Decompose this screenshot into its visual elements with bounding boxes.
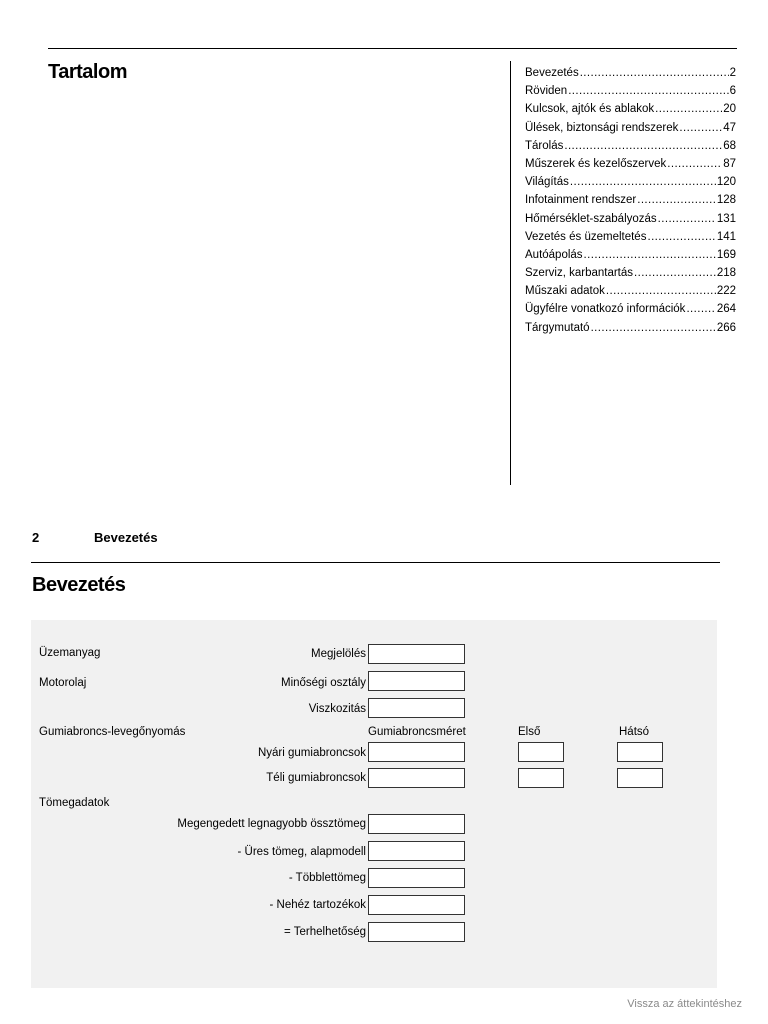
- toc-leader-dots: [591, 319, 716, 337]
- toc-leader-dots: [634, 264, 716, 282]
- toc-item[interactable]: [525, 210, 736, 228]
- toc-item-label: Ülések, biztonsági rendszerek: [525, 121, 679, 134]
- toc-leader-dots: [686, 300, 715, 318]
- toc-leader-dots: [658, 210, 716, 228]
- toc-leader-dots: [679, 119, 722, 137]
- toc-leader-dots: [580, 64, 729, 82]
- toc-item-page: 20: [723, 103, 736, 116]
- header-section-name: Bevezetés: [94, 530, 158, 545]
- engine-oil-label: Motorolaj: [39, 677, 87, 689]
- top-rule: [48, 48, 737, 49]
- toc-item-page: 141: [716, 230, 736, 243]
- summer-tyres-label: Nyári gumiabroncsok: [257, 747, 366, 759]
- toc-item[interactable]: [525, 155, 736, 173]
- toc-item-label: Műszerek és kezelőszervek: [525, 157, 667, 170]
- toc-item[interactable]: [525, 119, 736, 137]
- toc-item[interactable]: [525, 173, 736, 191]
- toc-item-page: 128: [716, 194, 736, 207]
- weight-data-label: Tömegadatok: [39, 797, 110, 809]
- toc-item[interactable]: [525, 282, 736, 300]
- toc-leader-dots: [655, 100, 722, 118]
- toc-item[interactable]: [525, 137, 736, 155]
- quality-class-field[interactable]: [368, 671, 465, 691]
- winter-front-pressure-field[interactable]: [518, 768, 564, 788]
- toc-item-page: 6: [729, 85, 736, 98]
- toc-item[interactable]: [525, 246, 736, 264]
- toc-item-label: Szerviz, karbantartás: [525, 267, 634, 280]
- toc-item-label: Röviden: [525, 85, 568, 98]
- toc-item-label: Kulcsok, ajtók és ablakok: [525, 103, 655, 116]
- front-header: Első: [518, 726, 541, 738]
- extra-weight-field[interactable]: [368, 868, 465, 888]
- toc-leader-dots: [570, 173, 716, 191]
- toc-item[interactable]: [525, 191, 736, 209]
- toc-item[interactable]: [525, 319, 736, 337]
- heavy-accessories-label: - Nehéz tartozékok: [269, 899, 366, 911]
- toc-item-label: Hőmérséklet-szabályozás: [525, 212, 657, 225]
- toc-item-page: 120: [716, 176, 736, 189]
- toc-divider: [510, 61, 511, 485]
- toc-leader-dots: [584, 246, 716, 264]
- toc-item-label: Világítás: [525, 176, 569, 189]
- empty-weight-label: - Üres tömeg, alapmodell: [237, 846, 366, 858]
- toc-title: Tartalom: [48, 61, 127, 83]
- toc-item-label: Tárolás: [525, 139, 564, 152]
- winter-tyres-label: Téli gumiabroncsok: [266, 772, 366, 784]
- extra-weight-label: - Többlettömeg: [288, 872, 366, 884]
- toc-item-page: 222: [716, 285, 736, 298]
- toc-item-page: 2: [729, 67, 736, 79]
- load-capacity-field[interactable]: [368, 922, 465, 942]
- toc-leader-dots: [647, 228, 715, 246]
- vehicle-data-form: [31, 620, 717, 988]
- toc-item-label: Autóápolás: [525, 248, 583, 261]
- toc-leader-dots: [667, 155, 722, 173]
- max-gross-weight-label: Megengedett legnagyobb össztömeg: [177, 818, 366, 830]
- toc-item-page: 169: [716, 248, 736, 261]
- toc-item-label: Ügyfélre vonatkozó információk: [525, 303, 686, 316]
- toc-leader-dots: [568, 82, 728, 100]
- toc-item[interactable]: [525, 300, 736, 318]
- toc-item-label: Műszaki adatok: [525, 285, 605, 298]
- toc-item[interactable]: [525, 82, 736, 100]
- toc-item-page: 131: [716, 212, 736, 225]
- empty-weight-field[interactable]: [368, 841, 465, 861]
- toc-item-label: Bevezetés: [525, 67, 579, 79]
- winter-rear-pressure-field[interactable]: [617, 768, 663, 788]
- toc-item[interactable]: [525, 264, 736, 282]
- summer-front-pressure-field[interactable]: [518, 742, 564, 762]
- toc-item-label: Infotainment rendszer: [525, 194, 637, 207]
- toc-item[interactable]: [525, 228, 736, 246]
- designation-field[interactable]: [368, 644, 465, 664]
- toc-leader-dots: [564, 137, 722, 155]
- heavy-accessories-field[interactable]: [368, 895, 465, 915]
- table-of-contents: [525, 64, 736, 337]
- toc-item-page: 68: [723, 139, 736, 152]
- toc-item[interactable]: [525, 64, 736, 82]
- toc-item-page: 264: [716, 303, 736, 316]
- fuel-label: Üzemanyag: [39, 647, 101, 659]
- viscosity-field[interactable]: [368, 698, 465, 718]
- toc-item-page: 47: [723, 121, 736, 134]
- toc-leader-dots: [606, 282, 716, 300]
- toc-item-page: 266: [716, 321, 736, 334]
- summer-tyre-size-field[interactable]: [368, 742, 465, 762]
- winter-tyre-size-field[interactable]: [368, 768, 465, 788]
- header-rule: [31, 562, 720, 563]
- load-capacity-label: = Terhelhetőség: [284, 926, 366, 938]
- toc-item-page: 218: [716, 267, 736, 280]
- header-page-number: 2: [32, 530, 40, 545]
- back-to-overview-link[interactable]: Vissza az áttekintéshez: [627, 998, 742, 1010]
- tyre-size-header: Gumiabroncsméret: [368, 726, 466, 738]
- viscosity-label: Viszkozitás: [308, 703, 366, 715]
- toc-item-page: 87: [723, 157, 736, 170]
- rear-header: Hátsó: [619, 726, 650, 738]
- quality-class-label: Minőségi osztály: [280, 677, 366, 689]
- designation-label: Megjelölés: [311, 648, 366, 660]
- section-title: Bevezetés: [32, 574, 126, 596]
- tyre-pressure-label: Gumiabroncs-levegőnyomás: [39, 726, 186, 738]
- max-gross-weight-field[interactable]: [368, 814, 465, 834]
- toc-item-label: Tárgymutató: [525, 321, 590, 334]
- toc-item[interactable]: [525, 100, 736, 118]
- summer-rear-pressure-field[interactable]: [617, 742, 663, 762]
- toc-leader-dots: [637, 191, 716, 209]
- toc-item-label: Vezetés és üzemeltetés: [525, 230, 647, 243]
